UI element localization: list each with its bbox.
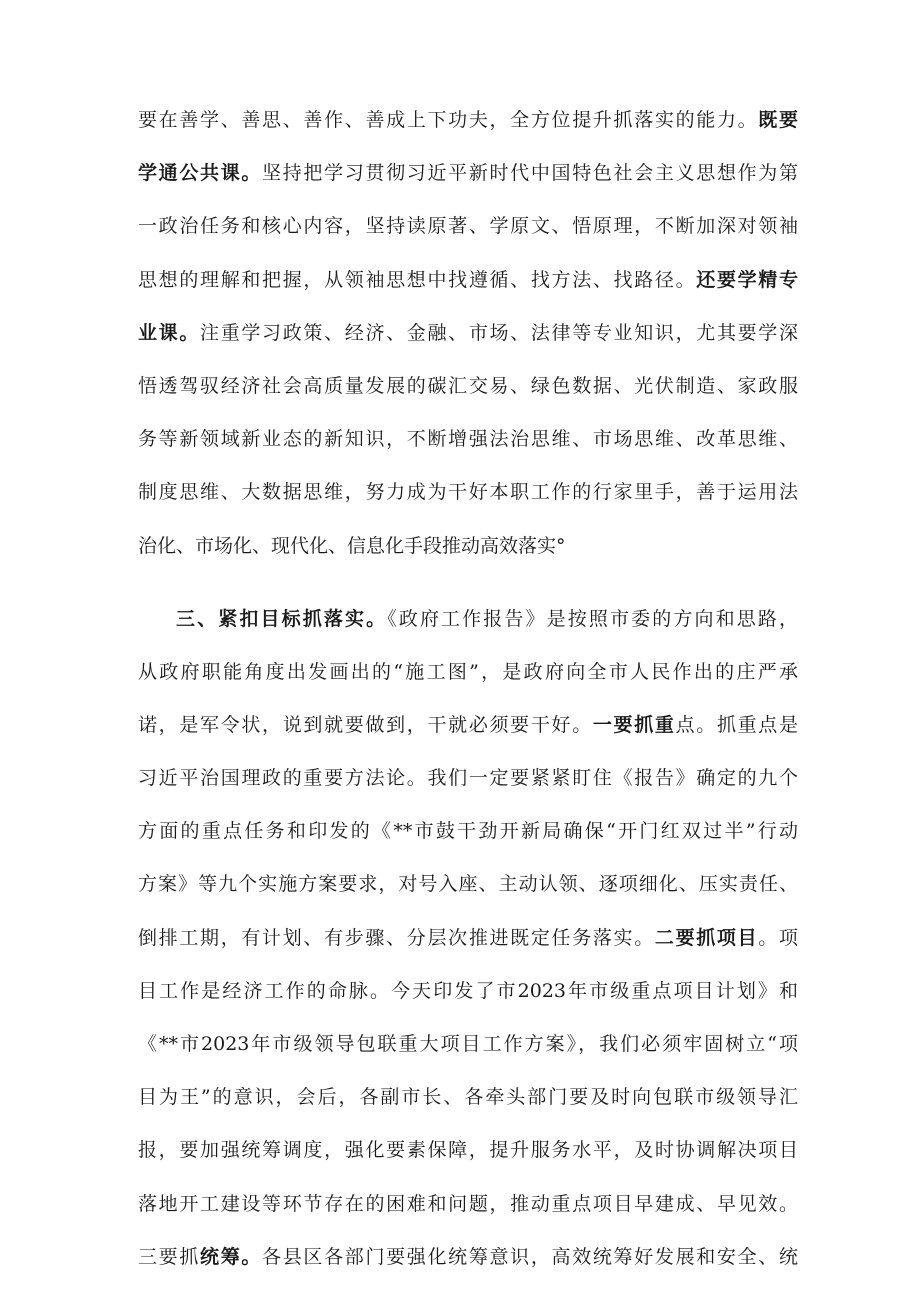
text-line: 落地开工建设等环节存在的困难和问题，推动重点项目早建成、早见效。 <box>138 1192 798 1215</box>
bold-phrase: 业课。 <box>138 321 201 344</box>
text-line: 制度思维、大数据思维，努力成为干好本职工作的行家里手，善于运用法 <box>138 481 798 504</box>
text-line: 一政治任务和核心内容，坚持读原著、学原文、悟原理，不断加深对领袖 <box>138 215 798 238</box>
bold-phrase: 一要抓重 <box>592 713 676 736</box>
bold-phrase: 既要 <box>758 109 798 131</box>
text-line: 业课。注重学习政策、经济、金融、市场、法律等专业知识，尤其要学深 <box>138 321 798 344</box>
text-line: 诺，是军令状，说到就要做到，干就必须要干好。一要抓重点。抓重点是 <box>138 713 798 736</box>
section-heading: 三、紧扣目标抓落实。 <box>176 607 388 630</box>
text-line: 习近平治国理政的重要方法论。我们一定要紧紧盯住《报告》确定的九个 <box>138 767 798 790</box>
text-line: 三要抓统筹。各县区各部门要强化统筹意识，高效统筹好发展和安全、统 <box>138 1245 798 1268</box>
text-line: 报，要加强统筹调度，强化要素保障，提升服务水平，及时协调解决项目 <box>138 1139 798 1162</box>
paragraph-2 <box>138 609 798 1267</box>
bold-phrase: 学通公共课。 <box>138 162 263 185</box>
text-line: 要在善学、善思、善作、善成上下功夫，全方位提升抓落实的能力。既要 <box>138 109 798 131</box>
bold-phrase: 二要抓项目 <box>654 926 759 949</box>
paragraph-1 <box>138 110 798 556</box>
text-line: 《**市2023年市级领导包联重大项目工作方案》，我们必须牢固树立“项 <box>138 1033 798 1055</box>
text-line: 从政府职能角度出发画出的“施工图”，是政府向全市人民作出的庄严承 <box>138 660 798 683</box>
text-line: 目工作是经济工作的命脉。今天印发了市2023年市级重点项目计划》和 <box>138 979 798 1002</box>
bold-phrase: 还要学精专 <box>696 268 798 291</box>
text-line: 学通公共课。坚持把学习贯彻习近平新时代中国特色社会主义思想作为第 <box>138 162 798 185</box>
text-line: 悟透驾驭经济社会高质量发展的碳汇交易、绿色数据、光伏制造、家政服 <box>138 374 798 397</box>
text-line: 目为王”的意识，会后，各副市长、各牵头部门要及时向包联市级领导汇 <box>138 1086 798 1109</box>
text-line: 务等新领域新业态的新知识，不断增强法治思维、市场思维、改革思维、 <box>138 428 798 451</box>
text-line: 思想的理解和把握，从领袖思想中找遵循、找方法、找路径。还要学精专 <box>138 268 798 291</box>
text-line: 方案》等九个实施方案要求，对号入座、主动认领、逐项细化、压实责任、 <box>138 873 798 896</box>
document-page <box>138 110 798 1300</box>
text-line: 倒排工期，有计划、有步骤、分层次推进既定任务落实。二要抓项目。项 <box>138 926 798 949</box>
section-heading-line: 三、紧扣目标抓落实。《政府工作报告》是按照市委的方向和思路， <box>176 607 798 630</box>
text-line: 治化、市场化、现代化、信息化手段推动高效落实° <box>138 534 566 557</box>
bold-phrase: 统筹。 <box>200 1245 263 1268</box>
text-line: 方面的重点任务和印发的《**市鼓干劲开新局确保“开门红双过半”行动 <box>138 820 798 843</box>
